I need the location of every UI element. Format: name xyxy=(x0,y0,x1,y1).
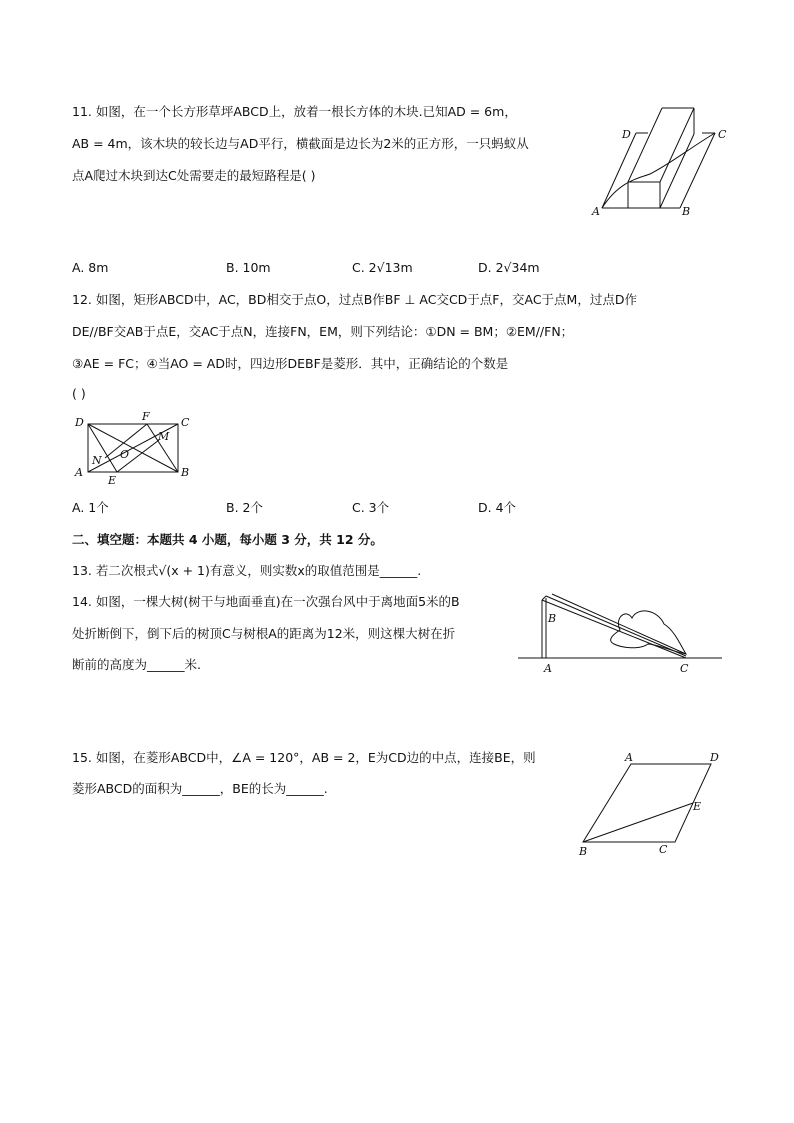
q15-label-b: B xyxy=(579,845,588,858)
q11-option-d[interactable]: D. 2√34m xyxy=(478,260,540,275)
q15-label-e: E xyxy=(693,800,702,813)
q12-label-a: A xyxy=(75,466,83,479)
q11-line1: 11. 如图，在一个长方形草坪ABCD上，放着一根长方体的木块.已知AD = 6m， xyxy=(72,104,517,119)
q12-option-a[interactable]: A. 1个 xyxy=(72,500,109,515)
q11-label-b: B xyxy=(682,205,691,218)
q14-label-c: C xyxy=(680,662,689,675)
q15-figure xyxy=(575,748,725,860)
q11-figure xyxy=(590,100,730,220)
q14-label-b: B xyxy=(548,612,557,625)
q12-label-c: C xyxy=(181,416,190,429)
q11-line2: AB = 4m，该木块的较长边与AD平行，横截面是边长为2米的正方形，一只蚂蚁从 xyxy=(72,136,529,151)
q14-line3: 断前的高度为______米. xyxy=(72,657,201,672)
q11-option-b[interactable]: B. 10m xyxy=(226,260,271,275)
q12-line4: ( ) xyxy=(72,386,86,401)
q12-label-f: F xyxy=(142,410,150,423)
q15-label-c: C xyxy=(659,843,668,856)
q15-line1: 15. 如图，在菱形ABCD中，∠A = 120°，AB = 2，E为CD边的中点，连接BE，则 xyxy=(72,750,536,765)
q14-label-a: A xyxy=(544,662,552,675)
q11-label-a: A xyxy=(592,205,600,218)
q15-label-a: A xyxy=(625,751,633,764)
q15-line2: 菱形ABCD的面积为______，BE的长为______. xyxy=(72,781,328,796)
q15-label-d: D xyxy=(710,751,719,764)
q12-label-m: M xyxy=(158,430,170,443)
q12-label-d: D xyxy=(75,416,84,429)
q12-line2: DE//BF交AB于点E，交AC于点N，连接FN，EM，则下列结论：①DN = BM；②EM//FN； xyxy=(72,324,574,339)
q12-label-o: O xyxy=(120,448,130,461)
q11-option-a[interactable]: A. 8m xyxy=(72,260,109,275)
q14-line1: 14. 如图，一棵大树(树干与地面垂直)在一次强台风中于离地面5米的B xyxy=(72,594,460,609)
q14-line2: 处折断倒下，倒下后的树顶C与树根A的距离为12米，则这棵大树在折 xyxy=(72,626,456,641)
q12-option-d[interactable]: D. 4个 xyxy=(478,500,517,515)
q11-option-c[interactable]: C. 2√13m xyxy=(352,260,413,275)
q12-figure xyxy=(72,410,192,490)
q12-line3: ③AE = FC；④当AO = AD时，四边形DEBF是菱形．其中，正确结论的个数是 xyxy=(72,356,509,371)
q14-figure xyxy=(518,588,722,678)
q11-label-d: D xyxy=(622,128,631,141)
section-fill-in-blank-heading: 二、填空题：本题共 4 小题，每小题 3 分，共 12 分。 xyxy=(72,532,383,547)
q12-line1: 12. 如图，矩形ABCD中，AC，BD相交于点O，过点B作BF ⊥ AC交CD于点F，交AC于点M，过点D作 xyxy=(72,292,637,307)
q12-option-b[interactable]: B. 2个 xyxy=(226,500,263,515)
q12-label-b: B xyxy=(181,466,190,479)
q13-line1: 13. 若二次根式√(x + 1)有意义，则实数x的取值范围是______. xyxy=(72,563,422,578)
q11-line3: 点A爬过木块到达C处需要走的最短路程是( ) xyxy=(72,168,316,183)
q12-label-e: E xyxy=(108,474,117,487)
q12-option-c[interactable]: C. 3个 xyxy=(352,500,390,515)
q11-label-c: C xyxy=(718,128,727,141)
q12-label-n: N xyxy=(92,454,102,467)
